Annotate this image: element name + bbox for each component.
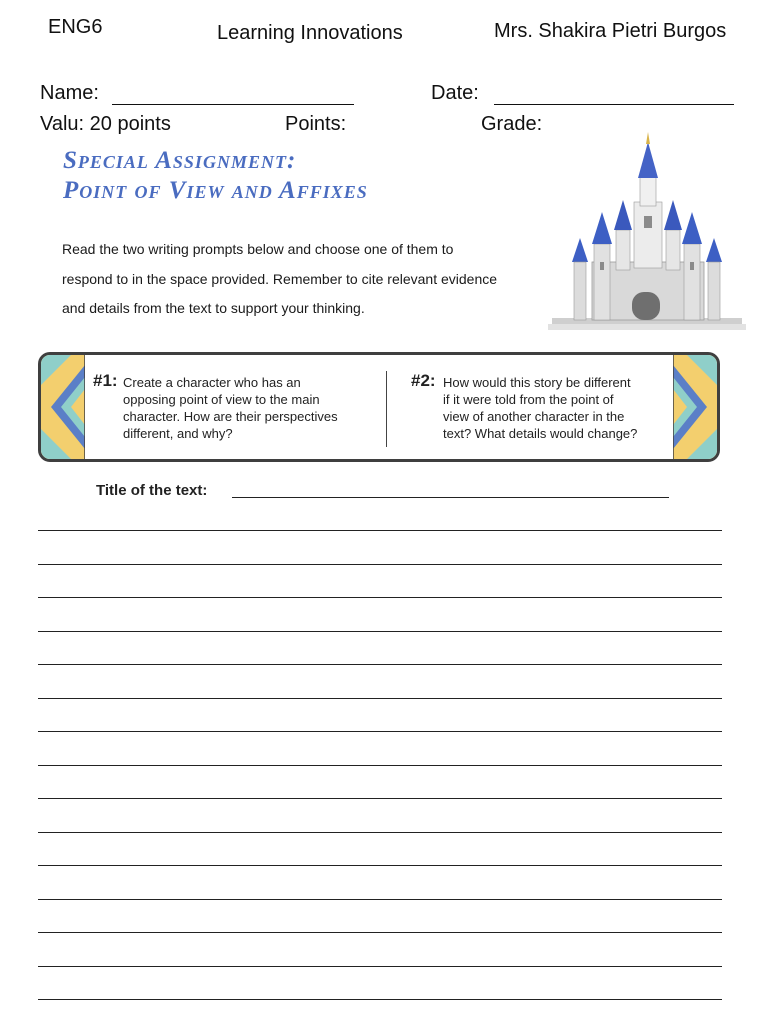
instructions-line: respond to in the space provided. Remember to cite relevant evidence [62, 271, 498, 287]
writing-line[interactable] [38, 698, 722, 699]
assignment-title-line2: Point of View and Affixes [63, 177, 368, 204]
points-label: Points: [285, 113, 347, 135]
prompt-1-number: #1: [93, 371, 118, 390]
decorative-frame-right [673, 355, 717, 459]
prompt-1-text [123, 374, 383, 442]
assignment-title-line1: Special Assignment: [63, 147, 297, 174]
writing-line[interactable] [38, 932, 722, 933]
course-code: ENG6 [48, 16, 103, 38]
writing-line[interactable] [38, 899, 722, 900]
writing-line[interactable] [38, 664, 722, 665]
name-label: Name: [40, 82, 99, 104]
writing-line[interactable] [38, 597, 722, 598]
writing-line[interactable] [38, 631, 722, 632]
teacher-name: Mrs. Shakira Pietri Burgos [494, 20, 727, 42]
castle-illustration [548, 132, 746, 332]
prompt-2-number: #2: [411, 371, 436, 390]
prompt-divider [386, 371, 387, 447]
date-field[interactable] [494, 104, 734, 105]
writing-line[interactable] [38, 798, 722, 799]
name-field[interactable] [112, 104, 354, 105]
instructions-line: and details from the text to support your thinking. [62, 300, 365, 316]
decorative-frame-left [41, 355, 85, 459]
program-name: Learning Innovations [217, 22, 403, 44]
prompt-1-line: different, and why? [123, 426, 233, 441]
text-title-label: Title of the text: [96, 482, 208, 499]
prompt-1-line: character. How are their perspectives [123, 409, 338, 424]
writing-line[interactable] [38, 832, 722, 833]
prompt-2-line: How would this story be different [443, 375, 631, 390]
writing-line[interactable] [38, 731, 722, 732]
date-label: Date: [431, 82, 479, 104]
writing-line[interactable] [38, 765, 722, 766]
prompt-2-line: view of another character in the [443, 409, 625, 424]
grade-label: Grade: [481, 113, 543, 135]
writing-line[interactable] [38, 865, 722, 866]
prompt-2-text [443, 374, 673, 442]
text-title-field[interactable] [232, 497, 669, 498]
writing-line[interactable] [38, 530, 722, 531]
prompt-1-line: Create a character who has an [123, 375, 301, 390]
prompt-box [38, 352, 720, 462]
prompt-1-line: opposing point of view to the main [123, 392, 320, 407]
instructions-line: Read the two writing prompts below and choose one of them to [62, 241, 454, 257]
writing-line[interactable] [38, 564, 722, 565]
writing-line[interactable] [38, 966, 722, 967]
value-label: Valu: 20 points [40, 113, 171, 135]
prompt-2-line: if it were told from the point of [443, 392, 614, 407]
prompt-2-line: text? What details would change? [443, 426, 638, 441]
writing-line[interactable] [38, 999, 722, 1000]
